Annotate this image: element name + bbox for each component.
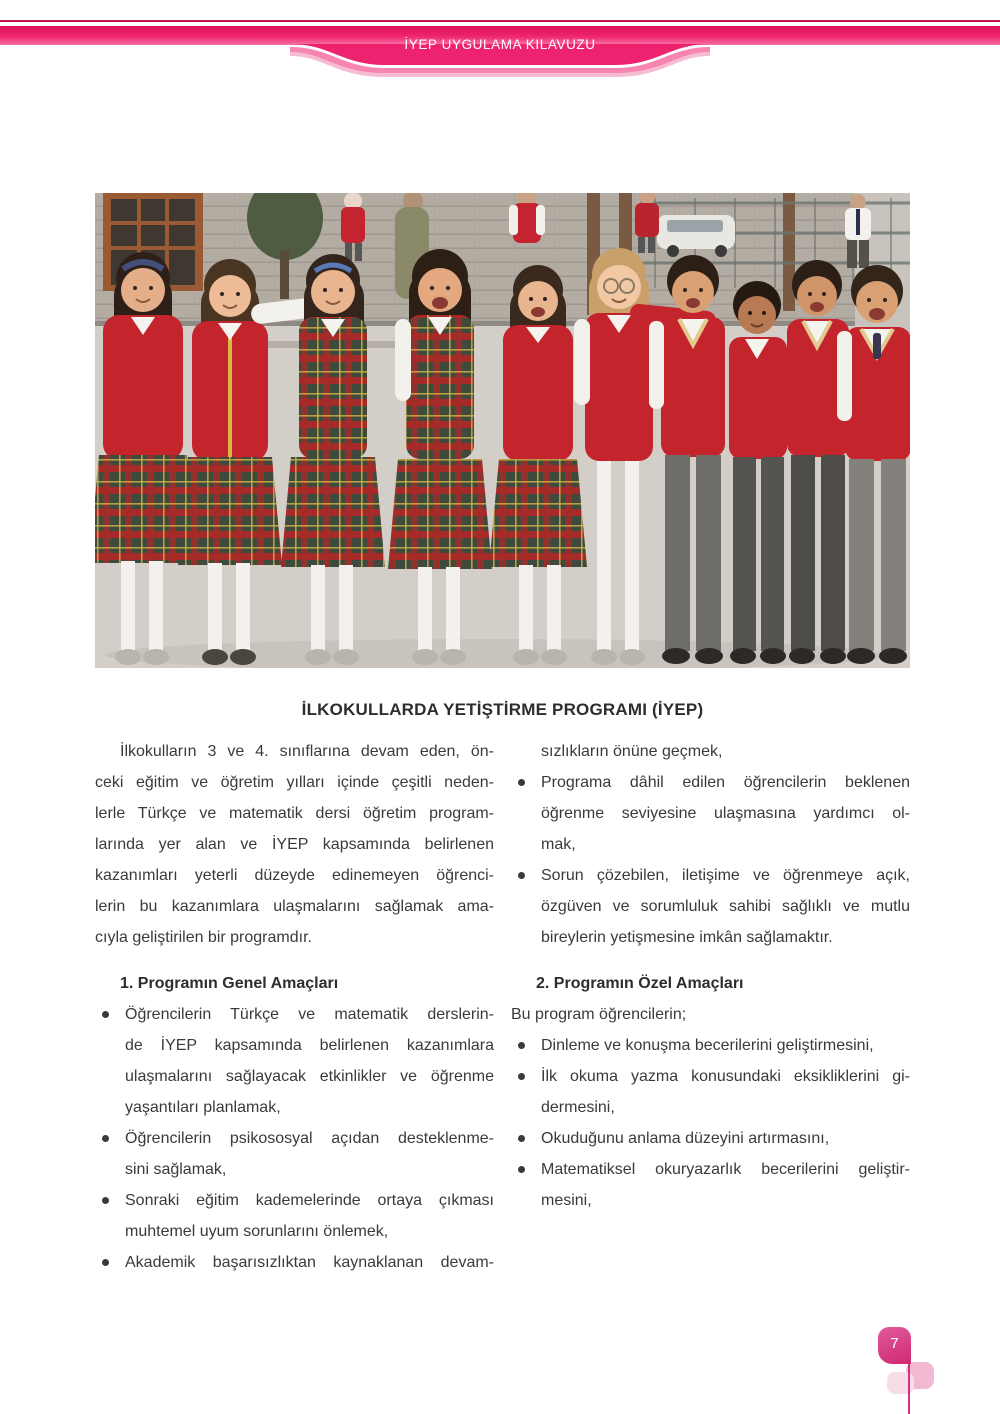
- banner-title: İYEP UYGULAMA KILAVUZU: [404, 37, 596, 52]
- bullet-dot: [102, 1259, 109, 1266]
- bullet-item: [511, 767, 910, 860]
- bullet-item: [95, 1247, 494, 1278]
- header-top-rule: [0, 20, 1000, 22]
- bullet-text: Öğrencilerin Türkçe ve matematik derslerin- de İYEP kapsamında belirlenen kazanımlara ulaşmalarını sağlayacak etkinlikler ve öğrenme yaşantıları planlamak,: [125, 1006, 494, 1116]
- bullet-dot: [102, 1011, 109, 1018]
- page-title: İLKOKULLARDA YETİŞTİRME PROGRAMI (İYEP): [301, 700, 704, 719]
- bullet-dot: [518, 1073, 525, 1080]
- bullet-text: Okuduğunu anlama düzeyini artırmasını,: [541, 1130, 830, 1147]
- page-number: 7: [890, 1335, 899, 1352]
- bullet-item: [511, 1154, 910, 1216]
- page-number-badge: [878, 1327, 911, 1364]
- bullet-dot: [102, 1135, 109, 1142]
- footer-stem-line: [908, 1356, 910, 1414]
- column-right: [511, 736, 910, 1278]
- bullet-item: [95, 999, 494, 1123]
- bullet-text: Dinleme ve konuşma becerilerini geliştirmesini,: [541, 1037, 874, 1054]
- bullet-text: Sonraki eğitim kademelerinde ortaya çıkması muhtemel uyum sorunlarını önlemek,: [125, 1192, 494, 1240]
- bullet-text: Öğrencilerin psikososyal açıdan desteklenme- sini sağlamak,: [125, 1130, 494, 1178]
- bullet-text: İlk okuma yazma konusundaki eksikliklerini gi- dermesini,: [541, 1068, 910, 1116]
- bullet-item: [511, 1061, 910, 1123]
- section-1-heading: 1. Programın Genel Amaçları: [120, 975, 339, 992]
- lead-in-text: Bu program öğrencilerin;: [511, 1006, 687, 1023]
- bullet-item: [95, 1185, 494, 1247]
- continuation-text: sızlıkların önüne geçmek,: [541, 743, 723, 760]
- section-2-heading: 2. Programın Özel Amaçları: [536, 975, 744, 992]
- bullet-dot: [518, 1135, 525, 1142]
- bullet-dot: [518, 1042, 525, 1049]
- article-body: [95, 736, 910, 1278]
- bullet-dot: [518, 872, 525, 879]
- bullet-item: [95, 1123, 494, 1185]
- bullet-item: [511, 1030, 910, 1061]
- bullet-item: [511, 1123, 910, 1154]
- bullet-dot: [518, 1166, 525, 1173]
- bullet-item: [511, 860, 910, 953]
- bullet-dot: [102, 1197, 109, 1204]
- bullet-text: Sorun çözebilen, iletişime ve öğrenmeye açık, özgüven ve sorumluluk sahibi sağlıklı ve mutlu bireylerin yetişmesine imkân sağlamaktır.: [541, 867, 910, 946]
- children-photo: [95, 193, 910, 668]
- intro-paragraph: İlkokulların 3 ve 4. sınıflarına devam eden, ön- ceki eğitim ve öğretim yılları içinde çeşitli neden- lerle Türkçe ve matematik dersi öğretim program- larında yer alan ve İYEP kapsamında belirlenen kazanımları yeterli düzeyde edinemeyen öğrenci- lerin bu kazanımlara ulaşmalarını sağlamak ama- cıyla geliştirilen bir programdır.: [95, 743, 494, 946]
- column-left: [95, 736, 494, 1278]
- bullet-text: Matematiksel okuryazarlık becerilerini geliştir- mesini,: [541, 1161, 910, 1209]
- bullet-text: Programa dâhil edilen öğrencilerin beklenen öğrenme seviyesine ulaşmasına yardımcı ol- mak,: [541, 774, 910, 853]
- bullet-dot: [518, 779, 525, 786]
- bullet-text: Akademik başarısızlıktan kaynaklanan devam-: [125, 1254, 494, 1271]
